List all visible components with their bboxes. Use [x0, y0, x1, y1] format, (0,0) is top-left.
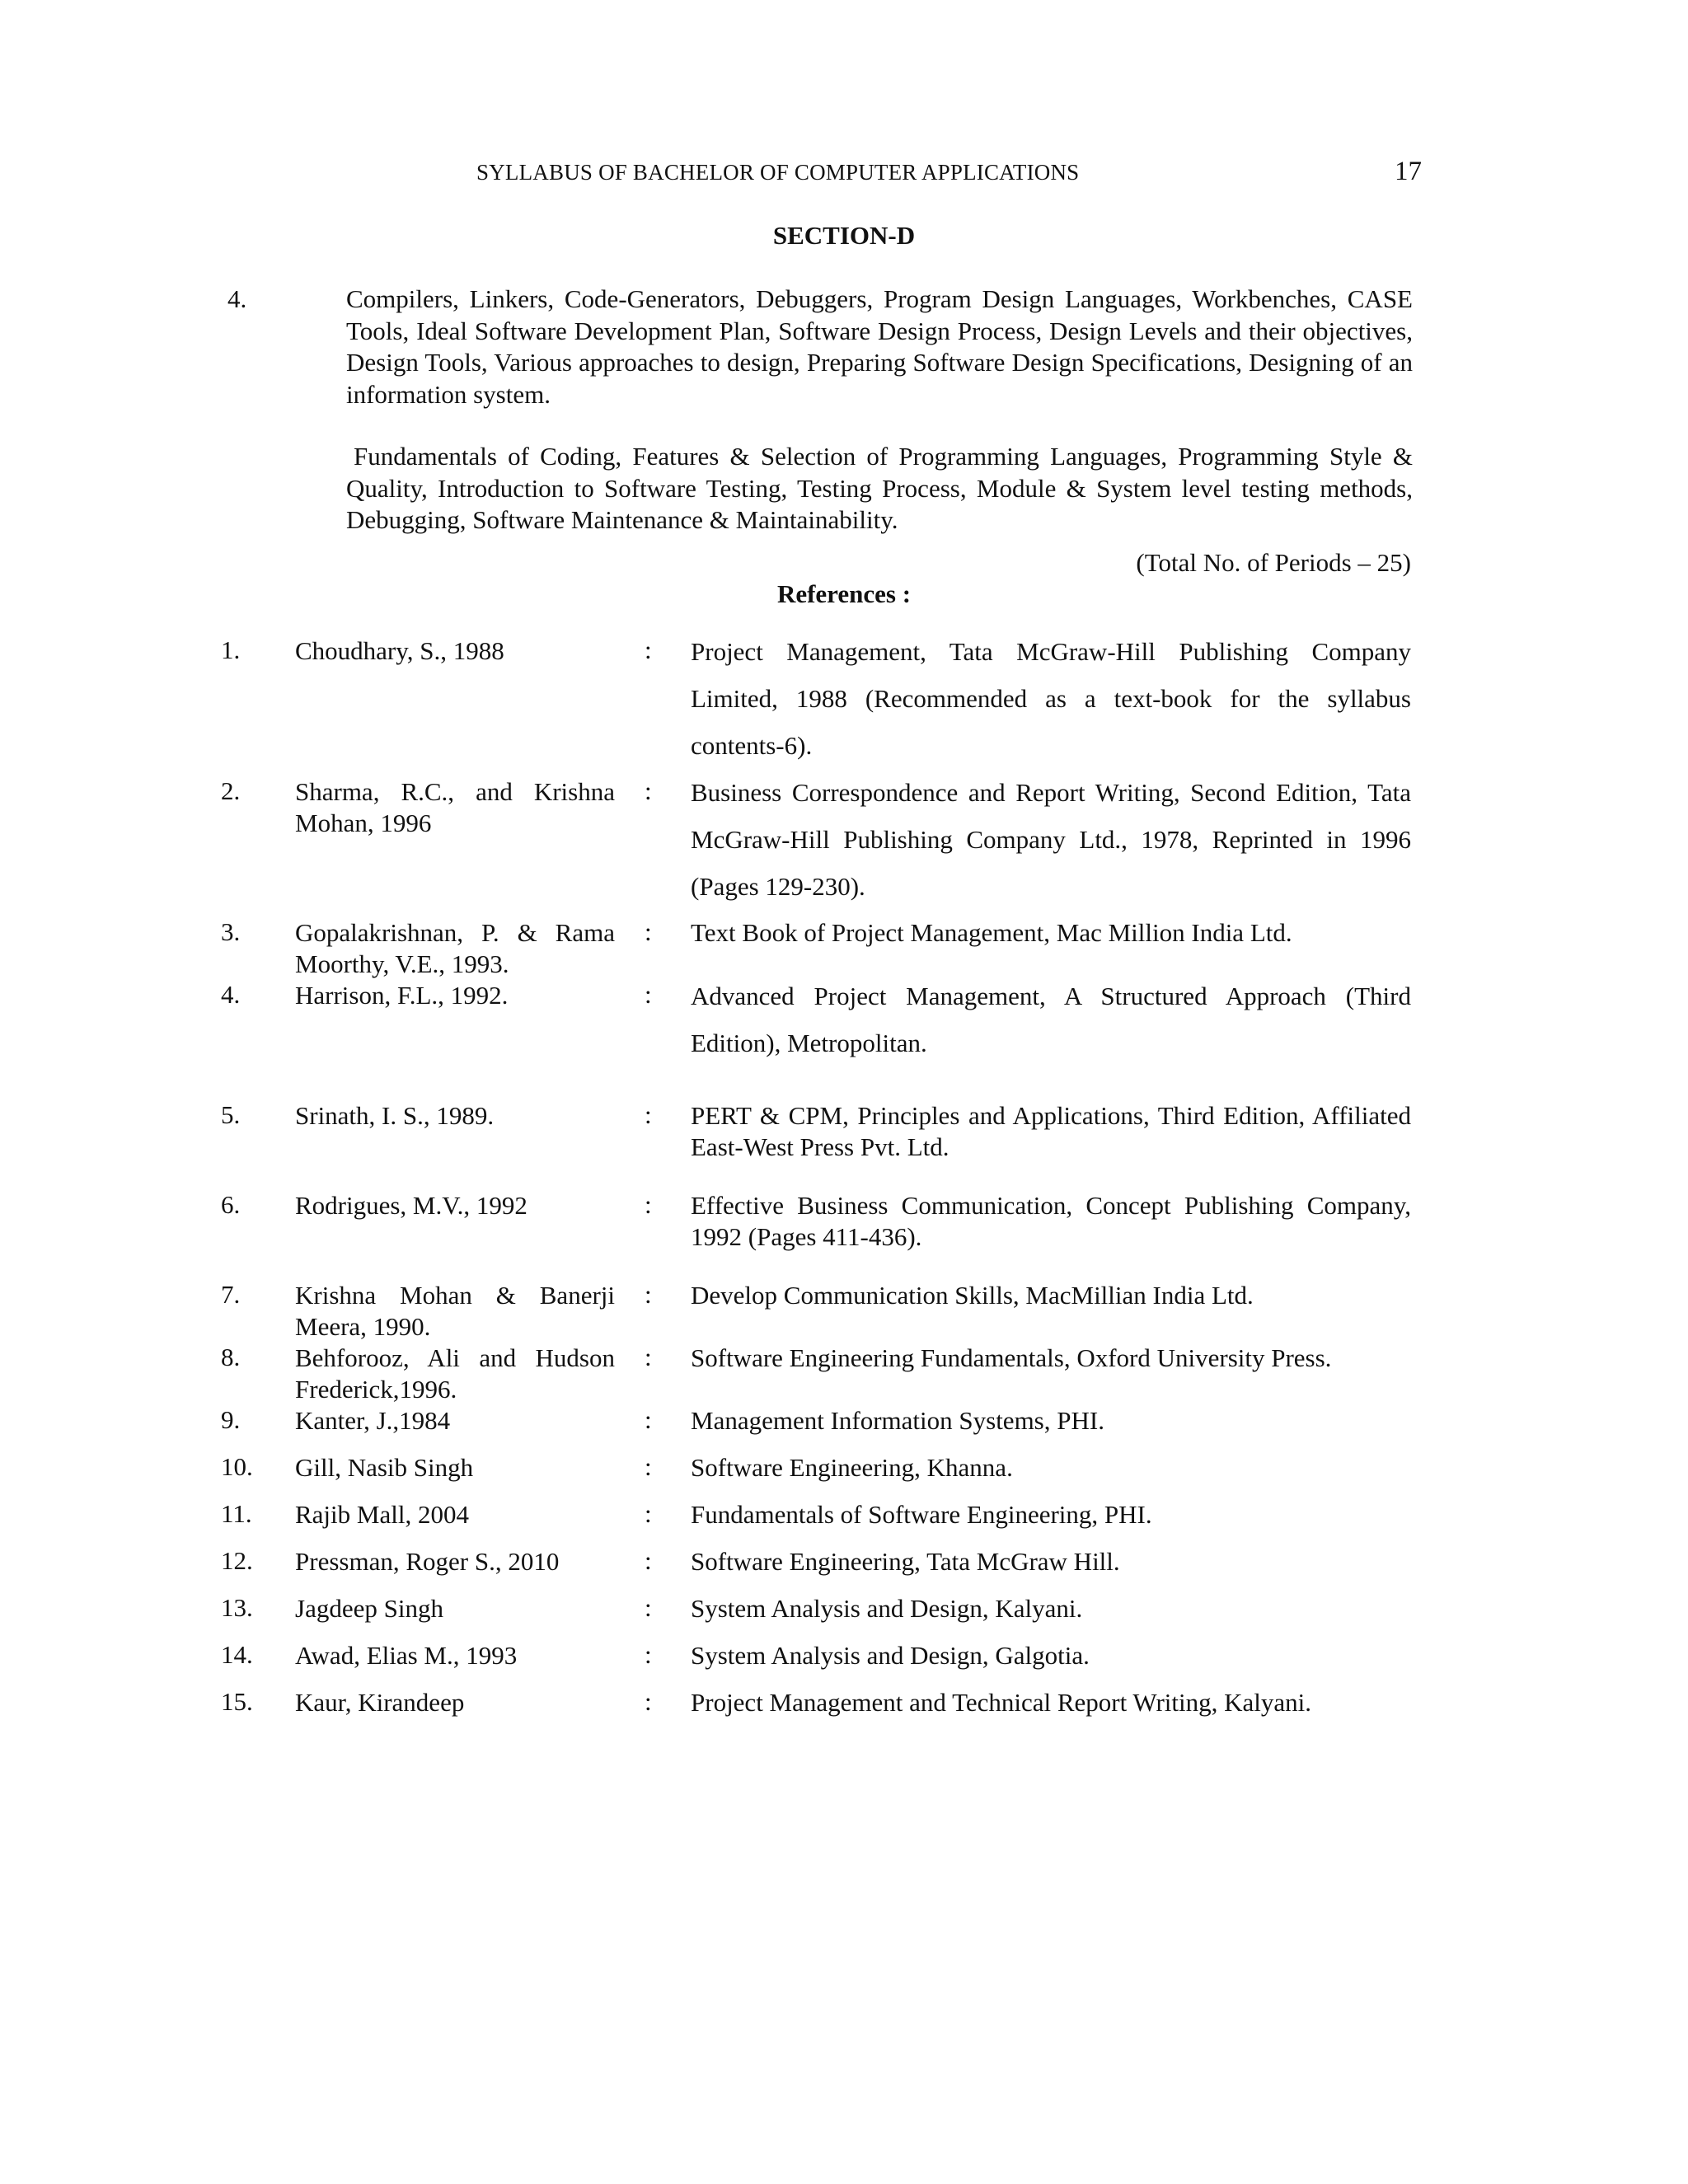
reference-author: Behforooz, Ali and Hudson Frederick,1996.: [295, 1343, 615, 1404]
reference-number: 4.: [221, 980, 241, 1009]
reference-number: 10.: [221, 1452, 253, 1481]
reference-colon: :: [645, 1640, 652, 1669]
reference-work: Software Engineering, Khanna.: [691, 1453, 1013, 1482]
reference-author: Harrison, F.L., 1992.: [295, 981, 509, 1010]
reference-number: 12.: [221, 1546, 253, 1575]
reference-colon: :: [645, 776, 652, 805]
reference-colon: :: [645, 1593, 652, 1622]
syllabus-paragraph-1: Compilers, Linkers, Code-Generators, Debuggers, Program Design Languages, Workbenches, CASE Tools, Ideal Software Development Plan, Software Design Process, Design Levels and their objectives, Design Tools, Various approaches to design, Preparing Software Design Specifications, Designing of an information system.: [346, 284, 1413, 409]
reference-number: 7.: [221, 1280, 241, 1309]
reference-work: Management Information Systems, PHI.: [691, 1406, 1104, 1435]
reference-author: Gill, Nasib Singh: [295, 1453, 474, 1482]
reference-work: Text Book of Project Management, Mac Million India Ltd.: [691, 918, 1292, 947]
reference-author: Choudhary, S., 1988: [295, 636, 504, 665]
reference-work: Develop Communication Skills, MacMillian India Ltd.: [691, 1281, 1254, 1310]
reference-number: 8.: [221, 1343, 241, 1371]
reference-number: 9.: [221, 1405, 241, 1434]
reference-number: 11.: [221, 1499, 252, 1528]
reference-work: Project Management, Tata McGraw-Hill Publishing Company Limited, 1988 (Recommended as a text-book for the syllabus contents-6).: [691, 637, 1411, 760]
reference-work: Fundamentals of Software Engineering, PHI.: [691, 1500, 1152, 1529]
section-heading: [0, 221, 1688, 251]
reference-author: Pressman, Roger S., 2010: [295, 1547, 560, 1576]
reference-work: Software Engineering, Tata McGraw Hill.: [691, 1547, 1120, 1576]
reference-colon: :: [645, 1343, 652, 1371]
reference-number: 14.: [221, 1640, 253, 1669]
running-title: SYLLABUS OF BACHELOR OF COMPUTER APPLICATIONS: [476, 160, 1080, 185]
reference-colon: :: [645, 1452, 652, 1481]
reference-colon: :: [645, 1280, 652, 1309]
reference-work: System Analysis and Design, Galgotia.: [691, 1641, 1090, 1670]
reference-work: Business Correspondence and Report Writing, Second Edition, Tata McGraw-Hill Publishing Company Ltd., 1978, Reprinted in 1996 (Pages 129-230).: [691, 778, 1411, 901]
syllabus-paragraph-2: Fundamentals of Coding, Features & Selection of Programming Languages, Programming Style & Quality, Introduction to Software Testing, Testing Process, Module & System level testing methods, Debugging, Software Maintenance & Maintainability.: [346, 442, 1413, 534]
reference-author: Rodrigues, M.V., 1992: [295, 1191, 528, 1220]
reference-colon: :: [645, 980, 652, 1009]
unit-number: 4.: [227, 284, 247, 313]
reference-number: 13.: [221, 1593, 253, 1622]
reference-author: Jagdeep Singh: [295, 1594, 443, 1623]
reference-work: PERT & CPM, Principles and Applications, Third Edition, Affiliated East-West Press Pvt. Ltd.: [691, 1101, 1411, 1161]
reference-author: Kanter, J.,1984: [295, 1406, 451, 1435]
reference-colon: :: [645, 1190, 652, 1219]
page-number: 17: [1395, 157, 1422, 186]
reference-number: 2.: [221, 776, 241, 805]
reference-author: Sharma, R.C., and Krishna Mohan, 1996: [295, 777, 615, 837]
reference-author: Srinath, I. S., 1989.: [295, 1101, 495, 1130]
reference-colon: :: [645, 1405, 652, 1434]
section-heading-text: SECTION-D: [772, 221, 916, 250]
reference-colon: :: [645, 1546, 652, 1575]
references-heading: References :: [776, 579, 912, 608]
total-periods: (Total No. of Periods – 25): [1136, 548, 1411, 577]
reference-number: 3.: [221, 917, 241, 946]
reference-number: 1.: [221, 635, 241, 664]
reference-author: Gopalakrishnan, P. & Rama Moorthy, V.E., 1993.: [295, 918, 615, 978]
reference-author: Awad, Elias M., 1993: [295, 1641, 518, 1670]
reference-colon: :: [645, 1687, 652, 1716]
reference-colon: :: [645, 1499, 652, 1528]
reference-work: Advanced Project Management, A Structured Approach (Third Edition), Metropolitan.: [691, 982, 1411, 1057]
reference-colon: :: [645, 1100, 652, 1129]
reference-number: 6.: [221, 1190, 241, 1219]
reference-colon: :: [645, 917, 652, 946]
reference-author: Kaur, Kirandeep: [295, 1688, 465, 1717]
reference-number: 5.: [221, 1100, 241, 1129]
reference-number: 15.: [221, 1687, 253, 1716]
reference-work: System Analysis and Design, Kalyani.: [691, 1594, 1083, 1623]
reference-work: Effective Business Communication, Concept Publishing Company, 1992 (Pages 411-436).: [691, 1191, 1411, 1251]
reference-author: Krishna Mohan & Banerji Meera, 1990.: [295, 1281, 615, 1341]
reference-work: Project Management and Technical Report Writing, Kalyani.: [691, 1688, 1311, 1717]
reference-work: Software Engineering Fundamentals, Oxford University Press.: [691, 1343, 1332, 1372]
reference-colon: :: [645, 635, 652, 664]
reference-author: Rajib Mall, 2004: [295, 1500, 469, 1529]
